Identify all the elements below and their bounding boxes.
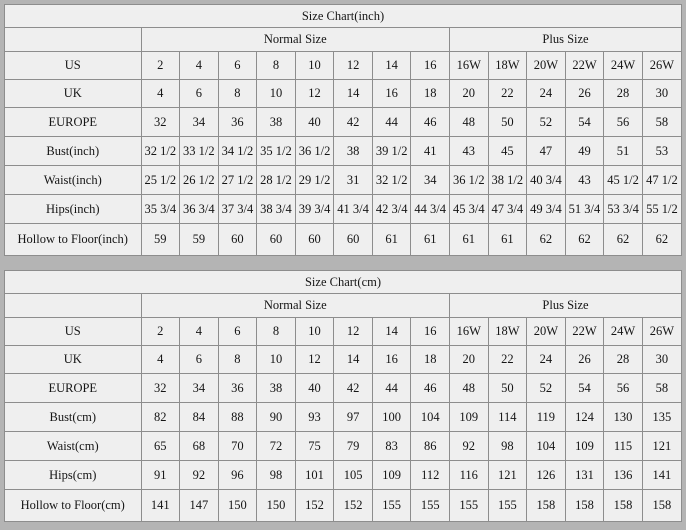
cell: 56 xyxy=(604,108,643,137)
cell: 141 xyxy=(642,461,681,490)
cell: 34 xyxy=(180,108,219,137)
cell: 40 3/4 xyxy=(527,166,566,195)
cell: 58 xyxy=(642,108,681,137)
cell: 75 xyxy=(295,432,334,461)
cell: 36 xyxy=(218,374,257,403)
cell: 88 xyxy=(218,403,257,432)
cell: 101 xyxy=(295,461,334,490)
cell: 82 xyxy=(141,403,180,432)
cell: 22W xyxy=(565,52,604,80)
table-row xyxy=(5,137,681,166)
cell: 22 xyxy=(488,346,527,374)
cell: 60 xyxy=(334,224,373,255)
cell: 37 3/4 xyxy=(218,195,257,224)
cell: 115 xyxy=(604,432,643,461)
cell: 26 xyxy=(565,80,604,108)
cell: 92 xyxy=(180,461,219,490)
cell: 44 xyxy=(372,374,411,403)
cell: 32 1/2 xyxy=(372,166,411,195)
cell: 36 1/2 xyxy=(295,137,334,166)
cell: 12 xyxy=(295,346,334,374)
table-row xyxy=(5,403,681,432)
cell: 26 xyxy=(565,346,604,374)
chart-title: Size Chart(cm) xyxy=(5,271,681,294)
row-label-uk: UK xyxy=(5,80,141,108)
cell: 20W xyxy=(527,52,566,80)
cell: 155 xyxy=(450,490,489,521)
cell: 32 xyxy=(141,374,180,403)
cell: 36 1/2 xyxy=(450,166,489,195)
cell: 59 xyxy=(180,224,219,255)
cell: 61 xyxy=(450,224,489,255)
cell: 35 1/2 xyxy=(257,137,296,166)
cell: 18 xyxy=(411,346,450,374)
cell: 124 xyxy=(565,403,604,432)
row-label-us: US xyxy=(5,52,141,80)
table-row xyxy=(5,318,681,346)
cell: 39 3/4 xyxy=(295,195,334,224)
cell: 36 xyxy=(218,108,257,137)
cell: 34 xyxy=(180,374,219,403)
cell: 51 xyxy=(604,137,643,166)
cell: 131 xyxy=(565,461,604,490)
cell: 116 xyxy=(450,461,489,490)
cell: 48 xyxy=(450,108,489,137)
cell: 8 xyxy=(218,346,257,374)
cell: 2 xyxy=(141,318,180,346)
cell: 61 xyxy=(372,224,411,255)
cell: 4 xyxy=(180,52,219,80)
cell: 20 xyxy=(450,80,489,108)
cell: 41 xyxy=(411,137,450,166)
table-row xyxy=(5,52,681,80)
cell: 41 3/4 xyxy=(334,195,373,224)
cell: 46 xyxy=(411,374,450,403)
cell: 40 xyxy=(295,108,334,137)
cell: 14 xyxy=(334,80,373,108)
cell: 43 xyxy=(450,137,489,166)
cell: 31 xyxy=(334,166,373,195)
size-table-cm xyxy=(5,271,681,521)
group-normal-size: Normal Size xyxy=(141,28,450,52)
cell: 42 3/4 xyxy=(372,195,411,224)
cell: 56 xyxy=(604,374,643,403)
cell: 121 xyxy=(642,432,681,461)
cell: 92 xyxy=(450,432,489,461)
group-normal-size: Normal Size xyxy=(141,294,450,318)
table-row xyxy=(5,346,681,374)
table-row xyxy=(5,374,681,403)
cell: 96 xyxy=(218,461,257,490)
cell: 126 xyxy=(527,461,566,490)
cell: 150 xyxy=(218,490,257,521)
cell: 26W xyxy=(642,318,681,346)
cell: 12 xyxy=(295,80,334,108)
cell: 24 xyxy=(527,346,566,374)
cell: 30 xyxy=(642,346,681,374)
title-row xyxy=(5,271,681,294)
cell: 45 1/2 xyxy=(604,166,643,195)
cell: 30 xyxy=(642,80,681,108)
table-row xyxy=(5,490,681,521)
cell: 53 3/4 xyxy=(604,195,643,224)
row-label-uk: UK xyxy=(5,346,141,374)
cell: 158 xyxy=(604,490,643,521)
cell: 65 xyxy=(141,432,180,461)
cell: 61 xyxy=(488,224,527,255)
cell: 52 xyxy=(527,374,566,403)
cell: 18 xyxy=(411,80,450,108)
cell: 16W xyxy=(450,52,489,80)
cell: 105 xyxy=(334,461,373,490)
table-row xyxy=(5,166,681,195)
cell: 109 xyxy=(565,432,604,461)
cell: 14 xyxy=(334,346,373,374)
cell: 27 1/2 xyxy=(218,166,257,195)
cell: 6 xyxy=(180,80,219,108)
cell: 147 xyxy=(180,490,219,521)
cell: 50 xyxy=(488,108,527,137)
cell: 36 3/4 xyxy=(180,195,219,224)
cell: 121 xyxy=(488,461,527,490)
cell: 47 xyxy=(527,137,566,166)
row-label-hollow-to-floor: Hollow to Floor(cm) xyxy=(5,490,141,521)
cell: 4 xyxy=(141,346,180,374)
cell: 49 xyxy=(565,137,604,166)
cell: 4 xyxy=(180,318,219,346)
cell: 155 xyxy=(488,490,527,521)
cell: 114 xyxy=(488,403,527,432)
cell: 98 xyxy=(257,461,296,490)
table-row xyxy=(5,461,681,490)
cell: 61 xyxy=(411,224,450,255)
cell: 8 xyxy=(257,52,296,80)
corner-blank-cell xyxy=(5,294,141,318)
chart-title: Size Chart(inch) xyxy=(5,5,681,28)
cell: 44 xyxy=(372,108,411,137)
cell: 54 xyxy=(565,108,604,137)
cell: 150 xyxy=(257,490,296,521)
corner-blank-cell xyxy=(5,28,141,52)
cell: 54 xyxy=(565,374,604,403)
cell: 10 xyxy=(257,346,296,374)
cell: 62 xyxy=(604,224,643,255)
cell: 60 xyxy=(257,224,296,255)
cell: 59 xyxy=(141,224,180,255)
table-row xyxy=(5,108,681,137)
cell: 58 xyxy=(642,374,681,403)
cell: 16W xyxy=(450,318,489,346)
cell: 93 xyxy=(295,403,334,432)
cell: 38 1/2 xyxy=(488,166,527,195)
cell: 155 xyxy=(372,490,411,521)
cell: 48 xyxy=(450,374,489,403)
cell: 2 xyxy=(141,52,180,80)
cell: 16 xyxy=(411,52,450,80)
table-row xyxy=(5,432,681,461)
row-label-europe: EUROPE xyxy=(5,374,141,403)
cell: 22W xyxy=(565,318,604,346)
cell: 83 xyxy=(372,432,411,461)
row-label-europe: EUROPE xyxy=(5,108,141,137)
cell: 79 xyxy=(334,432,373,461)
cell: 52 xyxy=(527,108,566,137)
row-label-waist: Waist(inch) xyxy=(5,166,141,195)
cell: 38 xyxy=(257,374,296,403)
cell: 14 xyxy=(372,52,411,80)
size-chart-inch xyxy=(4,4,682,256)
cell: 158 xyxy=(565,490,604,521)
cell: 16 xyxy=(372,346,411,374)
cell: 38 xyxy=(257,108,296,137)
cell: 60 xyxy=(295,224,334,255)
cell: 29 1/2 xyxy=(295,166,334,195)
cell: 14 xyxy=(372,318,411,346)
group-plus-size: Plus Size xyxy=(450,28,682,52)
cell: 22 xyxy=(488,80,527,108)
cell: 8 xyxy=(257,318,296,346)
cell: 4 xyxy=(141,80,180,108)
cell: 72 xyxy=(257,432,296,461)
cell: 16 xyxy=(372,80,411,108)
size-table-inch xyxy=(5,5,681,255)
cell: 12 xyxy=(334,318,373,346)
cell: 104 xyxy=(527,432,566,461)
cell: 51 3/4 xyxy=(565,195,604,224)
cell: 24W xyxy=(604,318,643,346)
cell: 32 1/2 xyxy=(141,137,180,166)
row-label-us: US xyxy=(5,318,141,346)
row-label-bust: Bust(cm) xyxy=(5,403,141,432)
cell: 20 xyxy=(450,346,489,374)
cell: 33 1/2 xyxy=(180,137,219,166)
cell: 10 xyxy=(295,318,334,346)
cell: 34 xyxy=(411,166,450,195)
cell: 130 xyxy=(604,403,643,432)
cell: 158 xyxy=(527,490,566,521)
group-header-row xyxy=(5,294,681,318)
cell: 6 xyxy=(218,52,257,80)
cell: 18W xyxy=(488,52,527,80)
cell: 62 xyxy=(642,224,681,255)
cell: 10 xyxy=(295,52,334,80)
cell: 49 3/4 xyxy=(527,195,566,224)
cell: 8 xyxy=(218,80,257,108)
cell: 24W xyxy=(604,52,643,80)
cell: 109 xyxy=(372,461,411,490)
cell: 112 xyxy=(411,461,450,490)
row-label-hollow-to-floor: Hollow to Floor(inch) xyxy=(5,224,141,255)
cell: 55 1/2 xyxy=(642,195,681,224)
table-row xyxy=(5,195,681,224)
cell: 38 3/4 xyxy=(257,195,296,224)
cell: 6 xyxy=(180,346,219,374)
cell: 45 3/4 xyxy=(450,195,489,224)
cell: 98 xyxy=(488,432,527,461)
cell: 109 xyxy=(450,403,489,432)
cell: 10 xyxy=(257,80,296,108)
row-label-waist: Waist(cm) xyxy=(5,432,141,461)
cell: 135 xyxy=(642,403,681,432)
table-row xyxy=(5,224,681,255)
table-row xyxy=(5,80,681,108)
cell: 47 3/4 xyxy=(488,195,527,224)
cell: 28 1/2 xyxy=(257,166,296,195)
cell: 53 xyxy=(642,137,681,166)
cell: 6 xyxy=(218,318,257,346)
cell: 141 xyxy=(141,490,180,521)
cell: 28 xyxy=(604,346,643,374)
row-label-bust: Bust(inch) xyxy=(5,137,141,166)
cell: 62 xyxy=(527,224,566,255)
cell: 40 xyxy=(295,374,334,403)
cell: 18W xyxy=(488,318,527,346)
cell: 155 xyxy=(411,490,450,521)
cell: 62 xyxy=(565,224,604,255)
cell: 46 xyxy=(411,108,450,137)
group-plus-size: Plus Size xyxy=(450,294,682,318)
cell: 152 xyxy=(295,490,334,521)
row-label-hips: Hips(inch) xyxy=(5,195,141,224)
cell: 35 3/4 xyxy=(141,195,180,224)
cell: 84 xyxy=(180,403,219,432)
cell: 12 xyxy=(334,52,373,80)
cell: 47 1/2 xyxy=(642,166,681,195)
cell: 104 xyxy=(411,403,450,432)
cell: 97 xyxy=(334,403,373,432)
cell: 39 1/2 xyxy=(372,137,411,166)
cell: 20W xyxy=(527,318,566,346)
row-label-hips: Hips(cm) xyxy=(5,461,141,490)
title-row xyxy=(5,5,681,28)
cell: 152 xyxy=(334,490,373,521)
cell: 91 xyxy=(141,461,180,490)
cell: 50 xyxy=(488,374,527,403)
cell: 45 xyxy=(488,137,527,166)
cell: 26 1/2 xyxy=(180,166,219,195)
cell: 158 xyxy=(642,490,681,521)
cell: 32 xyxy=(141,108,180,137)
cell: 16 xyxy=(411,318,450,346)
cell: 42 xyxy=(334,374,373,403)
cell: 60 xyxy=(218,224,257,255)
cell: 86 xyxy=(411,432,450,461)
cell: 28 xyxy=(604,80,643,108)
cell: 26W xyxy=(642,52,681,80)
cell: 70 xyxy=(218,432,257,461)
cell: 90 xyxy=(257,403,296,432)
cell: 42 xyxy=(334,108,373,137)
cell: 38 xyxy=(334,137,373,166)
cell: 24 xyxy=(527,80,566,108)
cell: 136 xyxy=(604,461,643,490)
cell: 25 1/2 xyxy=(141,166,180,195)
cell: 44 3/4 xyxy=(411,195,450,224)
cell: 100 xyxy=(372,403,411,432)
cell: 68 xyxy=(180,432,219,461)
cell: 43 xyxy=(565,166,604,195)
cell: 34 1/2 xyxy=(218,137,257,166)
size-chart-cm xyxy=(4,270,682,522)
group-header-row xyxy=(5,28,681,52)
cell: 119 xyxy=(527,403,566,432)
